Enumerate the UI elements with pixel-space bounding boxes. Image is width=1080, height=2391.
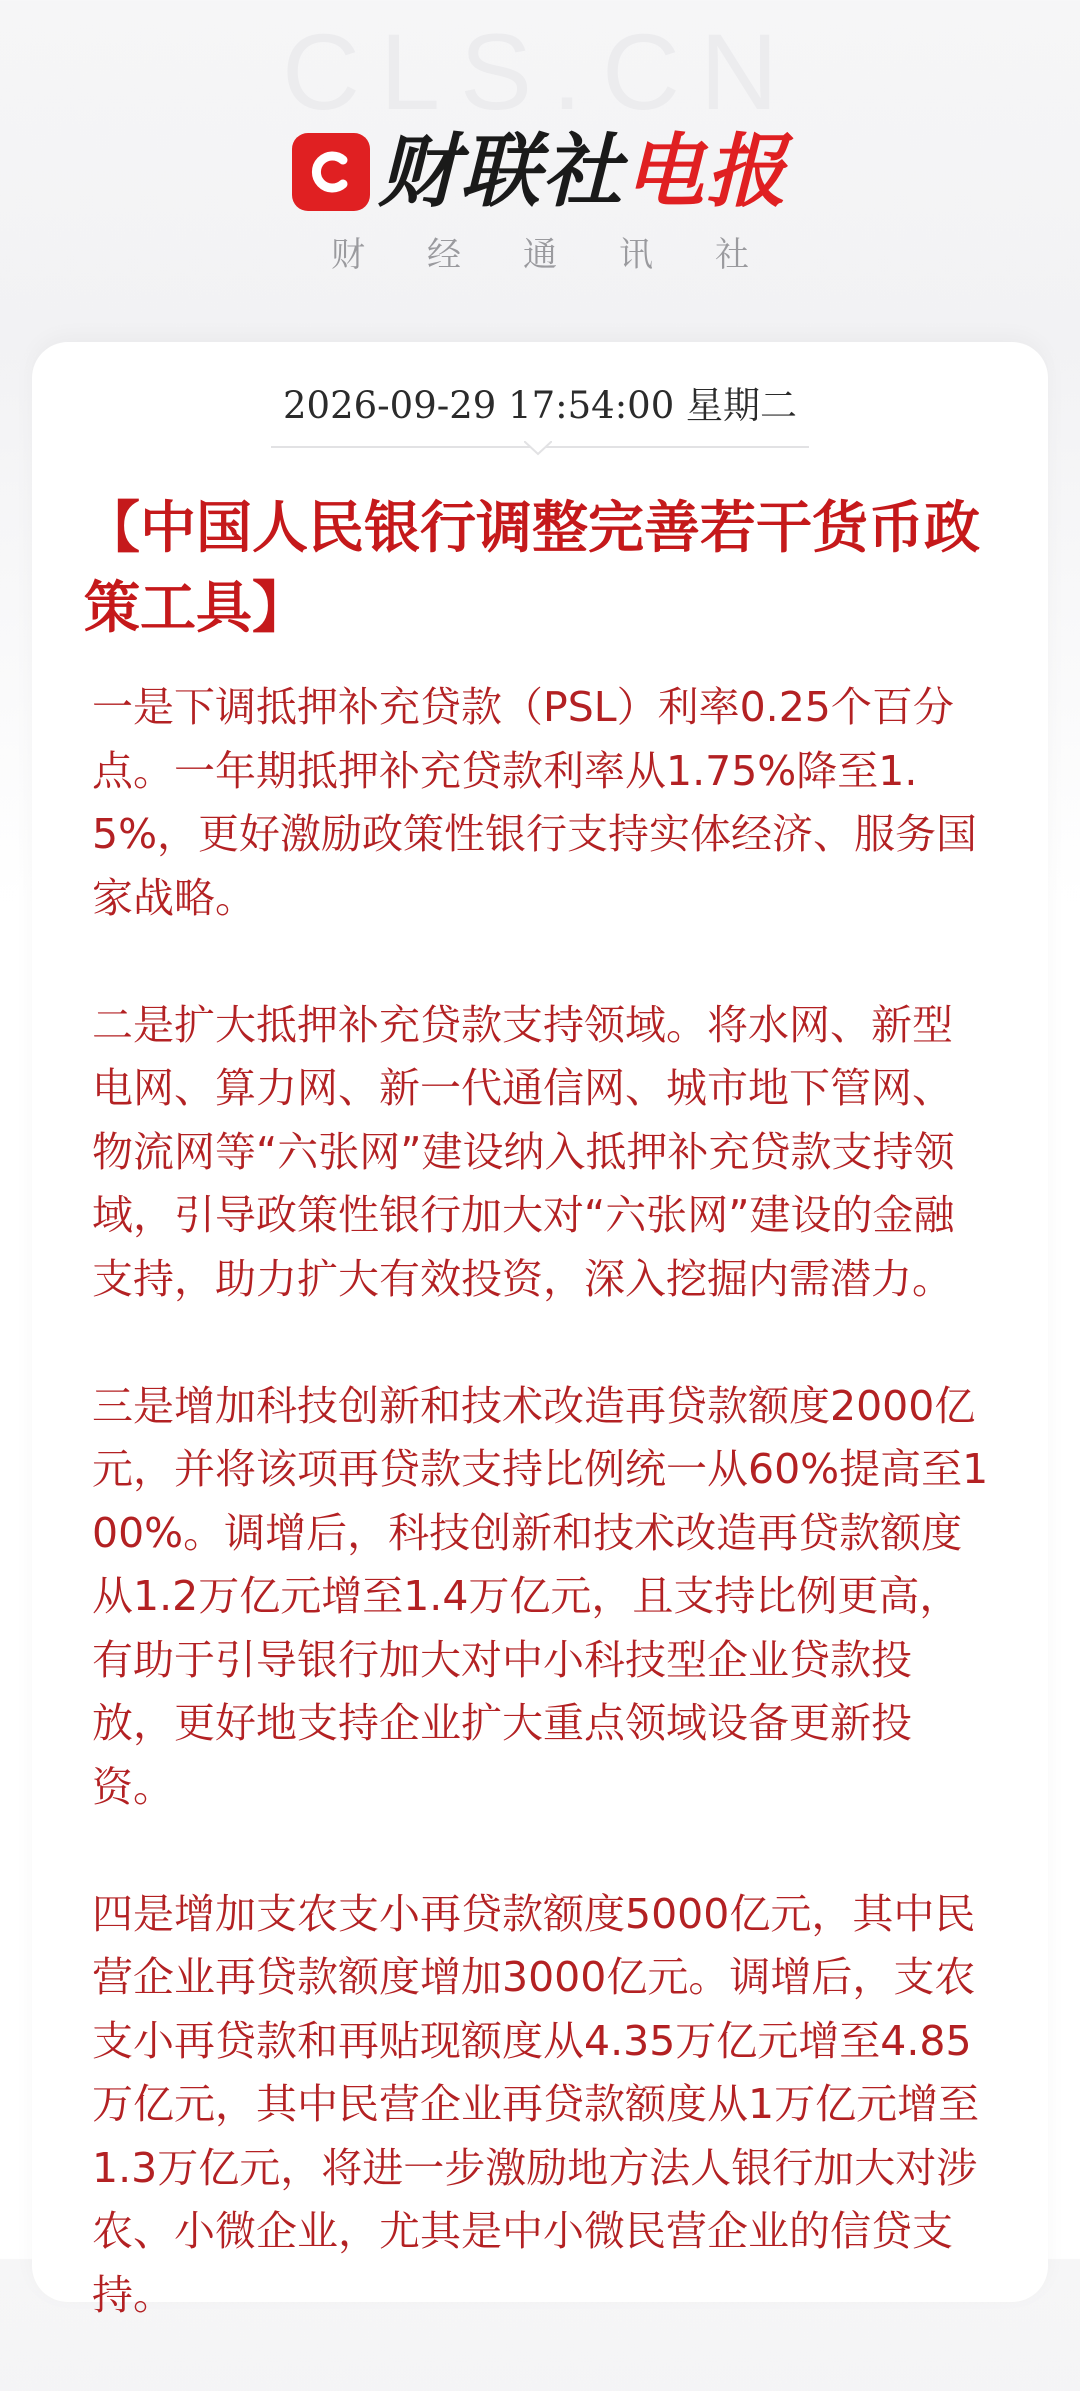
article-paragraph: 三是增加科技创新和技术改造再贷款额度2000亿元，并将该项再贷款支持比例统一从60%提高至100%。调增后，科技创新和技术改造再贷款额度从1.2万亿元增至1.4万亿元，且支持比例更高，有助于引导银行加大对中小科技型企业贷款投放，更好地支持企业扩大重点领域设备更新投资。 <box>92 1381 989 1811</box>
article-body <box>92 676 992 2391</box>
article-datetime: 2026-09-29 17:54:00 星期二 <box>271 387 809 448</box>
brand-name-telegraph: 电报 <box>624 125 788 218</box>
brand-tagline: 财经通讯社 <box>331 235 811 275</box>
article-paragraph: 二是扩大抵押补充贷款支持领域。将水网、新型电网、算力网、新一代通信网、城市地下管网、物流网等“六张网”建设纳入抵押补充贷款支持领域，引导政策性银行加大对“六张网”建设的金融支持，助力扩大有效投资，深入挖掘内需潜力。 <box>92 1000 955 1303</box>
article-paragraph: 一是下调抵押补充贷款（PSL）利率0.25个百分点。一年期抵押补充贷款利率从1.75%降至1.5%，更好激励政策性银行支持实体经济、服务国家战略。 <box>92 683 978 922</box>
article-datetime-row <box>0 384 1080 448</box>
brand-name <box>378 125 788 218</box>
article-headline: 【中国人民银行调整完善若干货币政策工具】 <box>84 495 980 641</box>
cls-logo-icon <box>292 133 370 211</box>
brand-logo <box>0 125 1080 218</box>
brand-header <box>0 0 1080 310</box>
date-pointer-icon <box>524 441 552 457</box>
watermark-text: CLS.CN <box>281 11 799 132</box>
article-paragraph: 四是增加支农支小再贷款额度5000亿元，其中民营企业再贷款额度增加3000亿元。调增后，支农支小再贷款和再贴现额度从4.35万亿元增至4.85万亿元，其中民营企业再贷款额度从1万亿元增至1.3万亿元，将进一步激励地方法人银行加大对涉农、小微企业，尤其是中小微民营企业的信贷支持。 <box>92 1889 980 2319</box>
brand-name-cls: 财联社 <box>378 125 624 218</box>
